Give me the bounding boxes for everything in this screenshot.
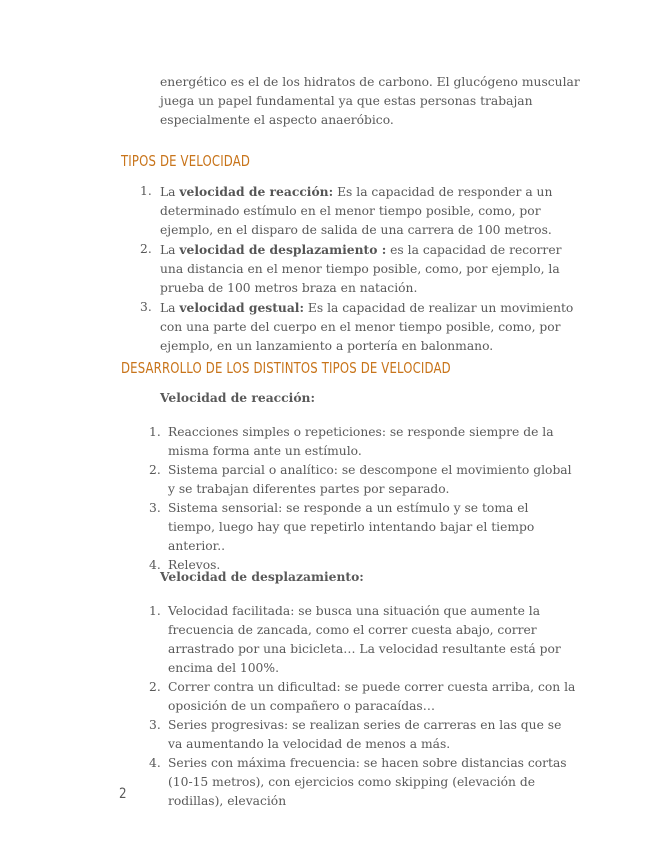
term: velocidad de desplazamiento : [179,242,387,257]
list-item: 4. Relevos. [149,558,221,572]
page-number: 2 [119,786,127,802]
desplazamiento-list [149,602,578,811]
heading-desarrollo: DESARROLLO DE LOS DISTINTOS TIPOS DE VELOCIDAD [121,359,451,377]
term: velocidad gestual: [179,300,304,315]
subheading-reaccion: Velocidad de reacción: [160,390,316,405]
list-item: 1. La velocidad de reacción: Es la capacidad de responder a un determinado estímulo en el menor tiempo posible, como, por ejemplo, en el disparo de salida de una carrera de 100 metros. [140,184,553,237]
term: velocidad de reacción: [179,184,334,199]
list-item: 2. La velocidad de desplazamiento : es la capacidad de recorrer una distancia en el menor tiempo posible, como, por ejemplo, la prueba de 100 metros braza en natación. [140,242,562,295]
list-item: 4. Series con máxima frecuencia: se hacen sobre distancias cortas (10-15 metros), con ejercicios como skipping (elevación de rodillas), elevación [149,756,567,808]
heading-tipos-velocidad: TIPOS DE VELOCIDAD [121,152,251,170]
subheading-desplazamiento: Velocidad de desplazamiento: [160,569,364,584]
list-item: 1. Reacciones simples o repeticiones: se responde siempre de la misma forma ante un estímulo. [149,425,554,458]
list-item: 3. La velocidad gestual: Es la capacidad de realizar un movimiento con una parte del cuerpo en el menor tiempo posible, como, por ejemplo, en un lanzamiento a portería en balonmano. [140,300,574,353]
reaccion-list [149,423,578,575]
list-item: 2. Sistema parcial o analítico: se descompone el movimiento global y se trabajan diferentes partes por separado. [149,463,572,496]
list-item: 3. Series progresivas: se realizan series de carreras en las que se va aumentando la velocidad de menos a más. [149,718,562,751]
list-item: 2. Correr contra un dificultad: se puede correr cuesta arriba, con la oposición de un compañero o paracaídas… [149,680,576,713]
list-item: 1. Velocidad facilitada: se busca una situación que aumente la frecuencia de zancada, como el correr cuesta abajo, correr arrastrado por una bicicleta… La velocidad resultante está por encima del 100%. [149,604,561,675]
tipos-velocidad-list [140,182,580,356]
intro-paragraph: energético es el de los hidratos de carbono. El glucógeno muscular juega un papel fundamental ya que estas personas trabajan especialmente el aspecto anaeróbico. [160,75,580,127]
list-item: 3. Sistema sensorial: se responde a un estímulo y se toma el tiempo, luego hay que repetirlo intentando bajar el tiempo anterior.. [149,501,535,553]
